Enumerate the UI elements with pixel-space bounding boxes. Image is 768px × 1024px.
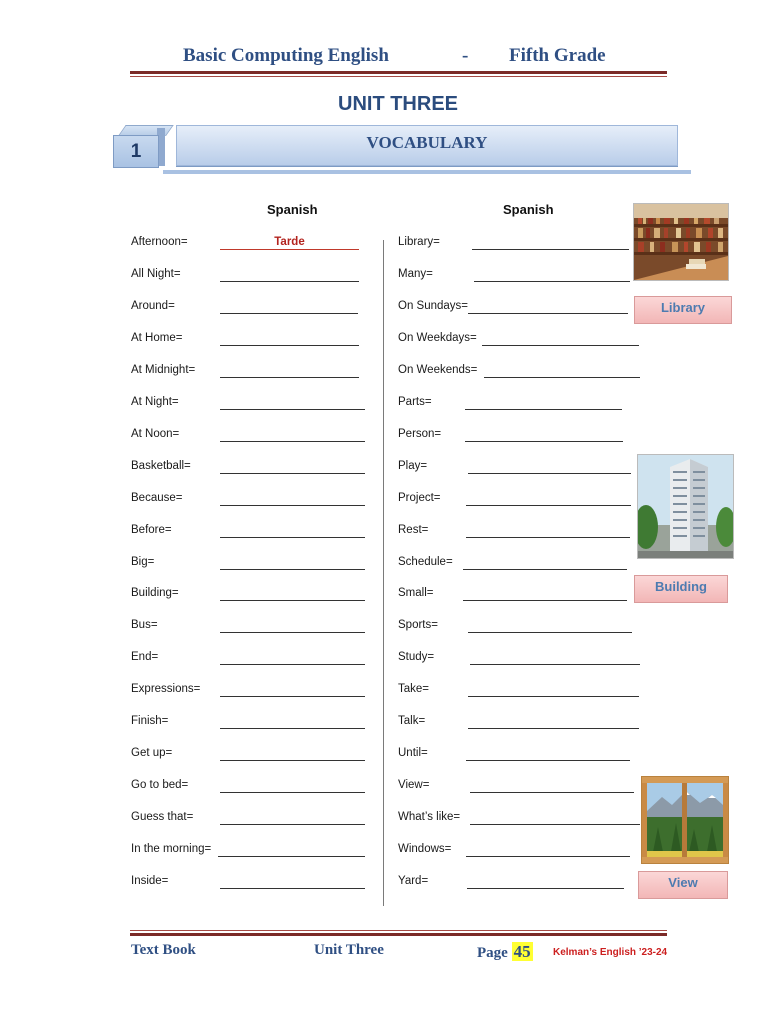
answer-line[interactable]: [472, 249, 629, 250]
answer-line[interactable]: [463, 569, 627, 570]
vocab-word: Big=: [131, 555, 155, 568]
answer-line[interactable]: [220, 537, 365, 538]
vocab-row: [398, 364, 758, 384]
vocab-row: [398, 428, 758, 448]
vocab-word: Project=: [398, 491, 441, 504]
right-column-heading: Spanish: [503, 202, 554, 217]
vocab-word: Afternoon=: [131, 236, 188, 248]
footer-rule-thin: [130, 930, 667, 931]
answer-line[interactable]: [220, 505, 365, 506]
vocab-word: Library=: [398, 236, 440, 248]
answer-line[interactable]: [220, 409, 365, 410]
vocab-row: [398, 619, 758, 639]
course-title: Basic Computing English: [183, 45, 389, 66]
answer-line[interactable]: [466, 760, 630, 761]
vocab-word: Talk=: [398, 715, 426, 728]
vocab-word: Guess that=: [131, 811, 194, 824]
answer-line[interactable]: [468, 313, 628, 314]
vocab-word: All Night=: [131, 267, 181, 280]
vocab-row: [398, 396, 758, 416]
vocab-row: [398, 715, 758, 735]
vocab-word: Schedule=: [398, 555, 453, 568]
answer-line[interactable]: [482, 345, 639, 346]
header-rule: [130, 71, 667, 74]
vocab-word: View=: [398, 779, 430, 792]
building-caption: Building: [634, 575, 728, 603]
header-separator: -: [462, 45, 469, 66]
answer-line[interactable]: [220, 377, 359, 378]
answer-line[interactable]: [468, 728, 639, 729]
answer-line[interactable]: [220, 824, 365, 825]
vocab-word: Expressions=: [131, 683, 201, 696]
answer-line[interactable]: [465, 409, 622, 410]
answer-line[interactable]: [468, 473, 631, 474]
vocab-word: End=: [131, 651, 159, 664]
answer-line[interactable]: [220, 760, 365, 761]
vocab-word: Small=: [398, 587, 434, 600]
view-caption: View: [638, 871, 728, 899]
vocab-word: Before=: [131, 523, 172, 536]
banner-underline: [163, 170, 691, 174]
footer-page-label: Page: [477, 945, 508, 961]
vocab-row: [398, 683, 758, 703]
vocab-row: [398, 332, 758, 352]
answer-line[interactable]: [466, 856, 630, 857]
vocab-word: Until=: [398, 747, 428, 760]
footer-credit: Kelman’s English ’23-24: [553, 947, 668, 958]
answer-line[interactable]: [220, 345, 359, 346]
answer-line[interactable]: [466, 537, 630, 538]
vocab-word: Building=: [131, 587, 179, 600]
vocab-word: Sports=: [398, 619, 438, 632]
footer-page: [477, 942, 533, 962]
answer-line[interactable]: [220, 728, 365, 729]
vocab-row: [398, 651, 758, 671]
vocab-word: Study=: [398, 651, 435, 664]
vocab-word: Around=: [131, 299, 175, 312]
vocab-word: Bus=: [131, 619, 158, 632]
answer-line[interactable]: [484, 377, 640, 378]
footer-book: Text Book: [131, 942, 196, 958]
vocab-word: Rest=: [398, 523, 429, 536]
building-image: [637, 454, 734, 559]
vocab-word: On Weekends=: [398, 363, 478, 376]
vocab-word: Go to bed=: [131, 779, 189, 792]
vocab-word: Finish=: [131, 715, 169, 728]
answer-line[interactable]: [220, 441, 365, 442]
section-banner: VOCABULARY: [176, 125, 678, 166]
vocab-word: On Weekdays=: [398, 331, 477, 344]
answer-line[interactable]: [474, 281, 630, 282]
vocab-word: On Sundays=: [398, 299, 469, 312]
library-image: [633, 203, 729, 281]
answer-line[interactable]: [220, 632, 365, 633]
vocab-word: Play=: [398, 459, 428, 472]
answer-line[interactable]: [468, 696, 639, 697]
vocab-word: Parts=: [398, 395, 432, 408]
footer-unit: Unit Three: [314, 942, 384, 958]
vocab-word: Many=: [398, 267, 433, 280]
vocab-word: At Home=: [131, 331, 183, 344]
answer-line[interactable]: [220, 888, 365, 889]
answer-line[interactable]: [467, 888, 624, 889]
answer-line[interactable]: [220, 664, 365, 665]
vocab-word: Windows=: [398, 843, 452, 856]
answer-line[interactable]: [470, 664, 640, 665]
unit-title: UNIT THREE: [338, 93, 458, 115]
answer-line[interactable]: [465, 441, 623, 442]
header-rule-thin: [130, 76, 667, 77]
answer-text: Tarde: [274, 236, 305, 248]
vocab-word: At Midnight=: [131, 363, 196, 376]
vocab-word: Get up=: [131, 747, 173, 760]
vocab-word: In the morning=: [131, 843, 212, 856]
vocab-word: Inside=: [131, 875, 169, 887]
library-caption: Library: [634, 296, 732, 324]
answer-line[interactable]: [463, 600, 627, 601]
vocab-word: Take=: [398, 683, 430, 696]
vocab-row: [398, 747, 758, 767]
vocab-word: At Night=: [131, 395, 179, 408]
answer-line[interactable]: [220, 696, 365, 697]
answer-line[interactable]: [466, 505, 631, 506]
answer-line[interactable]: [220, 600, 365, 601]
left-column-heading: Spanish: [267, 202, 318, 217]
vocab-word: Person=: [398, 427, 442, 440]
answer-line[interactable]: [220, 792, 365, 793]
vocab-word: At Noon=: [131, 427, 180, 440]
view-image: [641, 776, 729, 864]
grade-title: Fifth Grade: [509, 45, 606, 66]
answer-line[interactable]: [470, 824, 640, 825]
vocab-word: What’s like=: [398, 811, 461, 824]
vocab-word: Basketball=: [131, 459, 191, 472]
answer-line[interactable]: [220, 473, 365, 474]
footer-page-number: 45: [513, 942, 531, 961]
answer-line[interactable]: [220, 281, 359, 282]
answer-line[interactable]: [218, 856, 365, 857]
answer-line[interactable]: [220, 249, 359, 250]
answer-line[interactable]: [470, 792, 634, 793]
answer-line[interactable]: [468, 632, 632, 633]
vocab-word: Yard=: [398, 875, 429, 887]
footer-rule: [130, 933, 667, 936]
answer-line[interactable]: [220, 569, 365, 570]
section-number-badge: 1: [113, 135, 159, 168]
answer-line[interactable]: [220, 313, 358, 314]
vocab-word: Because=: [131, 491, 183, 504]
